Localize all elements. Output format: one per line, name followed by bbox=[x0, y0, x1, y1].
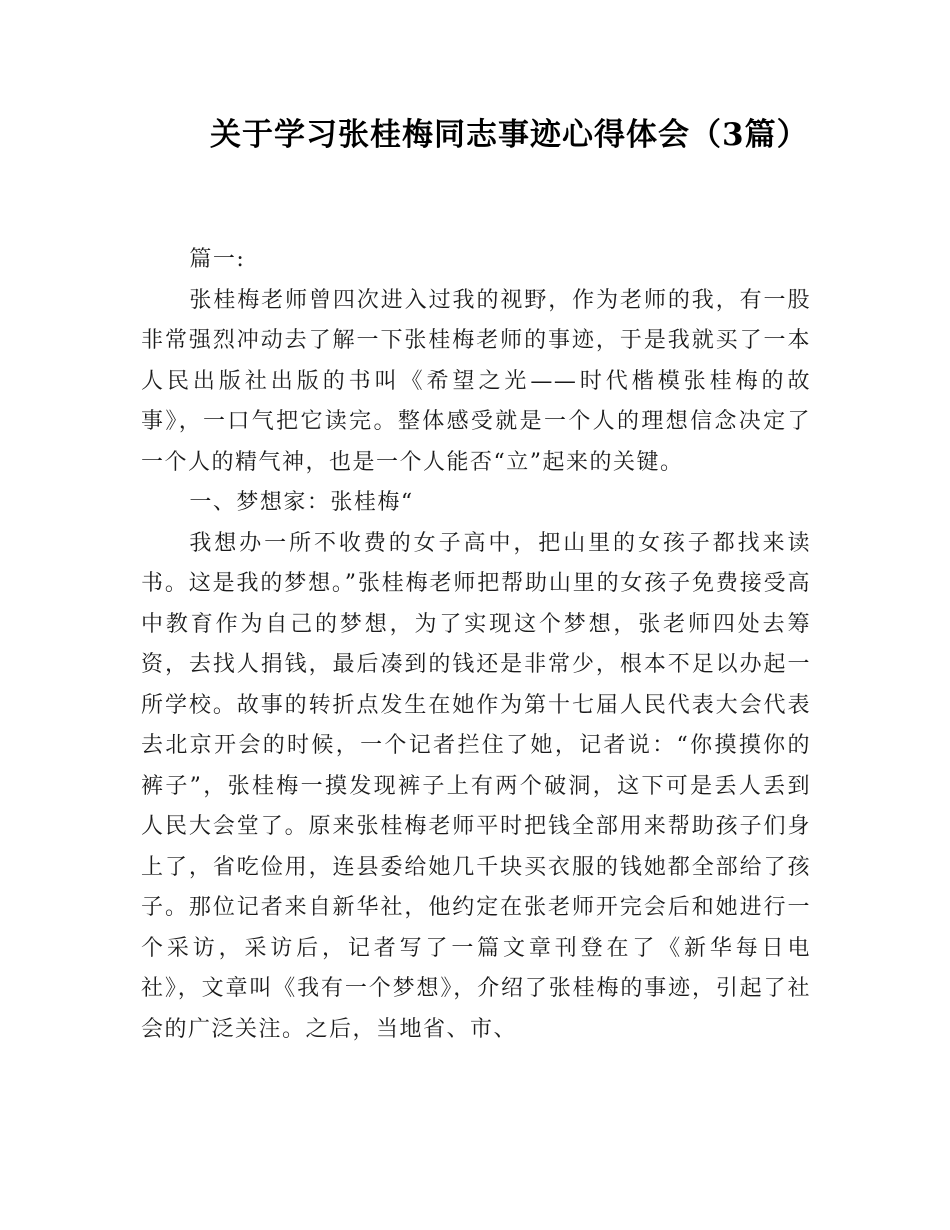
paragraph-section-label: 篇一: bbox=[189, 247, 246, 272]
document-body bbox=[141, 240, 811, 1050]
document-title: 关于学习张桂梅同志事迹心得体会（3篇） bbox=[210, 117, 809, 153]
paragraph-story: 我想办一所不收费的女子高中，把山里的女孩子都找来读书。这是我的梦想。”张桂梅老师把帮助山里的女孩子免费接受高中教育作为自己的梦想，为了实现这个梦想，张老师四处去筹资，去找人捐钱，最后凑到的钱还是非常少，根本不足以办起一所学校。故事的转折点发生在她作为第十七届人民代表大会代表去北京开会的时候，一个记者拦住了她，记者说：“你摸摸你的裤子”，张桂梅一摸发现裤子上有两个破洞，这下可是丢人丢到人民大会堂了。原来张桂梅老师平时把钱全部用来帮助孩子们身上了，省吃俭用，连县委给她几千块买衣服的钱她都全部给了孩子。那位记者来自新华社，他约定在张老师开完会后和她进行一个采访，采访后，记者写了一篇文章刊登在了《新华每日电社》，文章叫《我有一个梦想》，介绍了张桂梅的事迹，引起了社会的广泛关注。之后，当地省、市、 bbox=[141, 530, 811, 1042]
paragraph-heading-dreamer: 一、梦想家：张桂梅“ bbox=[189, 490, 414, 515]
paragraph-intro: 张桂梅老师曾四次进入过我的视野，作为老师的我，有一股非常强烈冲动去了解一下张桂梅老师的事迹，于是我就买了一本人民出版社出版的书叫《希望之光——时代楷模张桂梅的故事》，一口气把它读完。整体感受就是一个人的理想信念决定了一个人的精气神，也是一个人能否“立”起来的关键。 bbox=[141, 287, 811, 475]
